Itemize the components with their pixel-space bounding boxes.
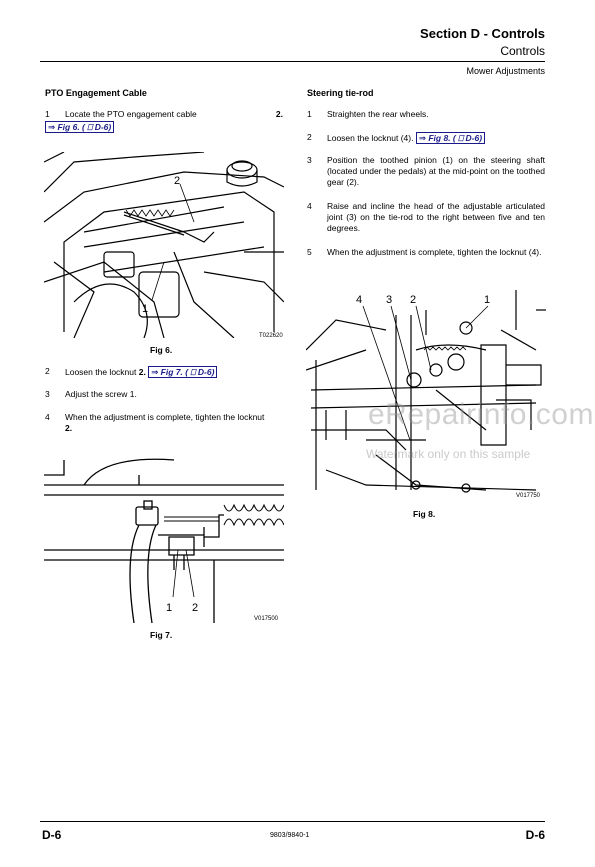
step-ref: 2. <box>65 423 73 433</box>
steering-heading: Steering tie-rod <box>307 88 374 98</box>
step-text: When the adjustment is complete, tighten the locknut <box>65 412 265 422</box>
fig6-drawing <box>44 152 284 338</box>
fig6-callout-2: 2 <box>174 175 181 187</box>
footer-page-right: D-6 <box>525 828 545 842</box>
fig8-caption: Fig 8. <box>413 509 436 519</box>
fig7-xref-link[interactable]: ⇒ Fig 7. ( ⎕ D-6) <box>148 366 217 378</box>
fig7-caption: Fig 7. <box>150 630 173 640</box>
fig7-callout-2: 2 <box>192 602 199 614</box>
step-ref: 2. <box>138 367 146 377</box>
step-text: Position the toothed pinion (1) on the steering shaft (located under the pedals) at the mid-point on the toothed gear (2). <box>327 155 545 187</box>
chapter-title: Controls <box>500 44 545 58</box>
fig6-xref-link[interactable]: ⇒ Fig 6. ( ⎕ D-6) <box>45 121 114 133</box>
step-text: Loosen the locknut (4). <box>327 133 414 143</box>
subsection-title: Mower Adjustments <box>466 66 545 76</box>
fig7-callout-1: 1 <box>166 602 173 614</box>
fig8-callout-2: 2 <box>410 294 417 306</box>
fig8-drawing <box>306 290 546 500</box>
watermark-sub: Watermark only on this sample <box>366 447 531 461</box>
step-number: 4 <box>45 412 50 422</box>
steering-step-2 <box>307 132 545 144</box>
step-number: 3 <box>307 155 312 165</box>
pto-step-2 <box>45 366 285 378</box>
step-number: 2 <box>307 132 312 142</box>
footer-page-left: D-6 <box>42 828 62 842</box>
step-number: 5 <box>307 247 312 257</box>
steering-step-5 <box>307 247 545 271</box>
fig7-code: V017500 <box>254 616 279 622</box>
watermark-main: eRepairinfo.com <box>368 398 594 431</box>
step-number: 3 <box>45 389 50 399</box>
steering-step-4 <box>307 201 545 237</box>
steering-step-3 <box>307 155 545 191</box>
step-number: 1 <box>45 109 50 119</box>
pto-step-3 <box>45 389 285 401</box>
step-number: 4 <box>307 201 312 211</box>
step-text: Loosen the locknut <box>65 367 137 377</box>
fig8-callout-3: 3 <box>386 294 393 306</box>
footer-rule <box>40 821 545 822</box>
step-text: Straighten the rear wheels. <box>327 109 429 119</box>
footer-doc-number: 9803/9840-1 <box>270 832 310 839</box>
section-title: Section D - Controls <box>420 26 545 41</box>
fig8-callout-4: 4 <box>356 294 363 306</box>
fig8-illustration <box>306 290 546 500</box>
fig7-drawing <box>44 455 284 623</box>
fig6-code: T022620 <box>259 333 283 338</box>
fig7-illustration <box>44 455 284 623</box>
fig8-code: V017750 <box>516 493 541 499</box>
steering-step-1 <box>307 109 545 121</box>
fig6-caption: Fig 6. <box>150 345 173 355</box>
fig6-illustration <box>44 152 284 338</box>
fig8-xref-link[interactable]: ⇒ Fig 8. ( ⎕ D-6) <box>416 132 485 144</box>
fig8-callout-1: 1 <box>484 294 491 306</box>
pto-step-4 <box>45 412 285 436</box>
step-text: Locate the PTO engagement cable <box>65 109 197 119</box>
step-text: When the adjustment is complete, tighten the locknut (4). <box>327 247 542 257</box>
step-number: 2 <box>45 366 50 376</box>
fig6-callout-1: 1 <box>142 303 149 315</box>
pto-step-1 <box>45 109 283 133</box>
step-number: 1 <box>307 109 312 119</box>
step-text: Raise and incline the head of the adjustable articulated joint (3) on the tie-rod to the right between five and ten degrees. <box>327 201 545 233</box>
pto-heading: PTO Engagement Cable <box>45 88 147 98</box>
step-text: Adjust the screw 1. <box>65 389 137 399</box>
header-rule <box>40 61 545 62</box>
step-ref: 2. <box>275 109 283 119</box>
